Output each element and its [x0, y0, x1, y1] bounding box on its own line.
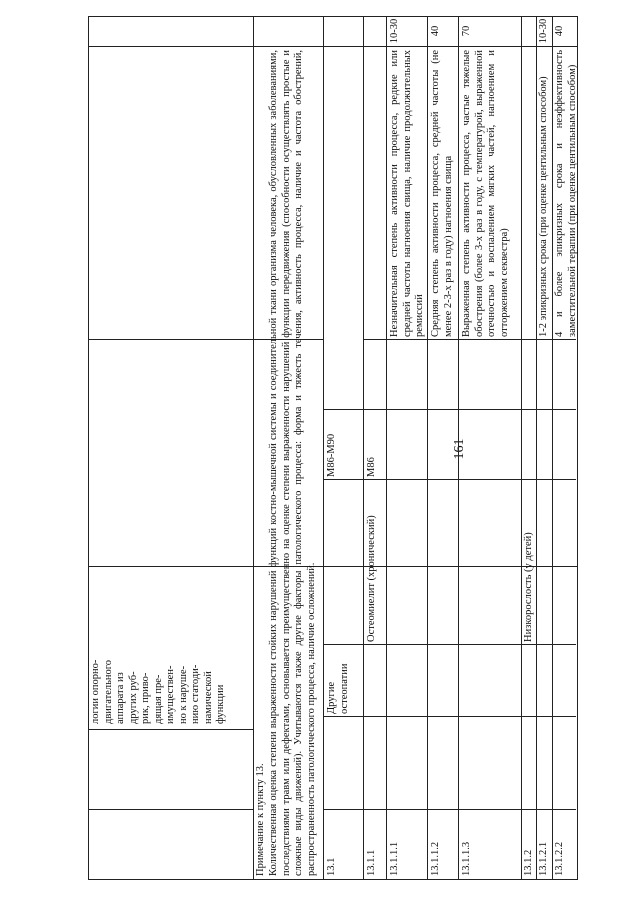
row-percent: 40 [554, 25, 565, 37]
col-line [323, 479, 576, 480]
row-line [427, 16, 428, 880]
col-line [363, 339, 576, 340]
row-name: Другие остеопатии [326, 663, 350, 714]
col-line [88, 809, 253, 810]
row-icd: M86 [366, 457, 377, 477]
row-line [323, 16, 324, 880]
note-title: Примечание к пункту 13. [255, 763, 266, 876]
page-number: 161 [452, 438, 467, 460]
row-description: Незначительная степень активности процесса, редкие или средней частоты нагноения свища, наличие продолжительных ремиссий [389, 50, 425, 337]
row-code: 13.1.2 [523, 849, 534, 876]
col-line [88, 566, 578, 567]
col-line [323, 716, 576, 717]
row-percent: 10-30 [389, 18, 400, 44]
col-line [323, 644, 576, 645]
row-line [521, 16, 522, 880]
previous-section-name: логии опорно- двигательного аппарата из других руб- рик, приво- дящая пре- имуществен- но к наруше- нию статоди- намической функции [90, 659, 226, 724]
col-line [88, 46, 578, 47]
row-percent: 10-30 [538, 18, 549, 44]
col-line [323, 409, 576, 410]
row-line [536, 16, 537, 880]
row-line [253, 16, 254, 880]
row-line [386, 16, 387, 880]
row-code: 13.1.1.2 [430, 841, 441, 876]
row-code: 13.1.1 [366, 849, 377, 876]
row-description: Выраженная степень активности процесса, частые тяжелые обострения (более 3-х раз в году, с температурой, выраженной отечностью и воспалением мягких частей, нагноением и отторжением секвестра) [461, 50, 510, 337]
row-subname: Остеомиелит (хронический) [366, 515, 377, 642]
row-code: 13.1 [326, 857, 337, 876]
row-line [363, 16, 364, 880]
row-line [458, 16, 459, 880]
row-code: 13.1.1.3 [461, 841, 472, 876]
row-code: 13.1.1.1 [389, 841, 400, 876]
col-line [323, 809, 576, 810]
row-percent: 40 [430, 25, 441, 37]
row-description: 1-2 эпикризных срока (при оценке центильным способом) [538, 76, 549, 337]
row-code: 13.1.2.2 [554, 841, 565, 876]
col-line [88, 729, 253, 730]
row-description: 4 и более эпикризных срока и неэффективность заместительной терапии (при оценке центильным способом) [554, 50, 578, 337]
row-description: Средняя степень активности процесса, средней частоты (не менее 2-3-х раз в году) нагноения свища [430, 50, 454, 337]
row-code: 13.1.2.1 [538, 841, 549, 876]
row-icd: M86-M90 [326, 433, 337, 477]
note-body: Количественная оценка степени выраженности стойких нарушений функций костно-мышечной системы и соединительной ткани организма человека, обусловленных заболеваниями, последствиями травм или дефектами, основывается преимущественно на оценке степени выраженности нарушений функции передвижения (способности осуществлять простые и сложные виды движений). Учитываются также другие факторы патологического процесса: форма и тяжесть течения, активность процесса, наличие и частота обострений, распространенность патологического процесса, наличие осложнений. [268, 50, 317, 876]
row-line [552, 16, 553, 880]
row-percent: 70 [461, 25, 472, 37]
row-subname: Низкорослость (у детей) [523, 532, 534, 642]
rotated-table [88, 16, 578, 880]
